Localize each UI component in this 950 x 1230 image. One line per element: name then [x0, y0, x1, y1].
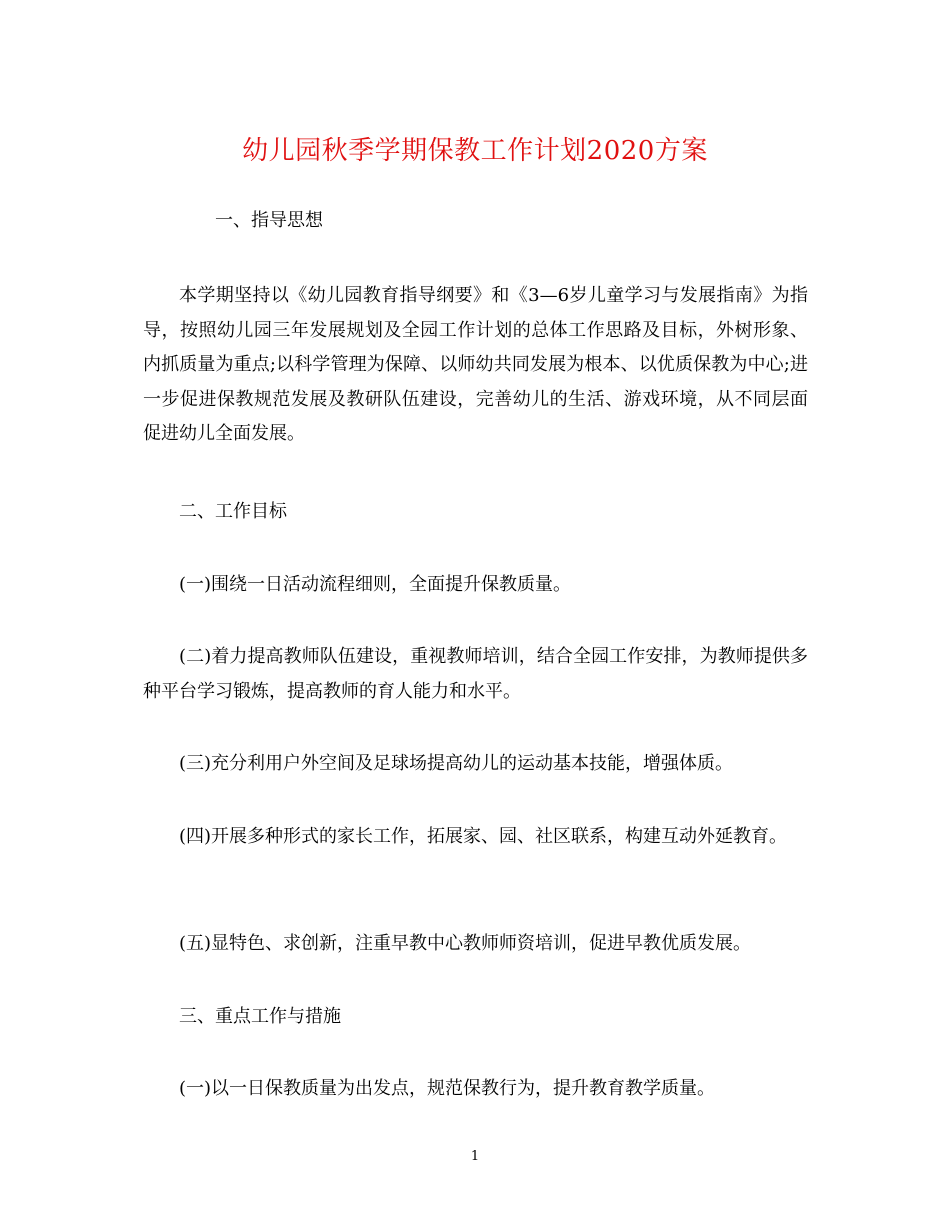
- goal-item-1: (一)围绕一日活动流程细则，全面提升保教质量。: [179, 574, 572, 595]
- guiding-ideology-paragraph: 本学期坚持以《幼儿园教育指导纲要》和《3—6岁儿童学习与发展指南》为指导，按照幼儿园三年发展规划及全园工作计划的总体工作思路及目标，外树形象、内抓质量为重点;以科学管理为保障、以师幼共同发展为根本、以优质保教为中心;进一步促进保教规范发展及教研队伍建设，完善幼儿的生活、游戏环境，从不同层面促进幼儿全面发展。: [143, 285, 808, 444]
- key-work-item-1: (一)以一日保教质量为出发点，规范保教行为，提升教育教学质量。: [179, 1078, 716, 1099]
- document-title: 幼儿园秋季学期保教工作计划2020方案: [242, 136, 708, 166]
- section-heading-key-work: 三、重点工作与措施: [179, 1006, 341, 1027]
- section-heading-work-goals: 二、工作目标: [179, 501, 287, 522]
- goal-item-3: (三)充分利用户外空间及足球场提高幼儿的运动基本技能，增强体质。: [179, 753, 734, 774]
- page-number: 1: [470, 1149, 480, 1164]
- goal-item-5: (五)显特色、求创新，注重早教中心教师师资培训，促进早教优质发展。: [179, 933, 752, 954]
- section-heading-guiding-ideology: 一、指导思想: [215, 210, 323, 231]
- goal-item-4: (四)开展多种形式的家长工作，拓展家、园、社区联系，构建互动外延教育。: [179, 826, 788, 847]
- goal-item-2: (二)着力提高教师队伍建设，重视教师培训，结合全园工作安排，为教师提供多种平台学习锻炼，提高教师的育人能力和水平。: [143, 646, 808, 702]
